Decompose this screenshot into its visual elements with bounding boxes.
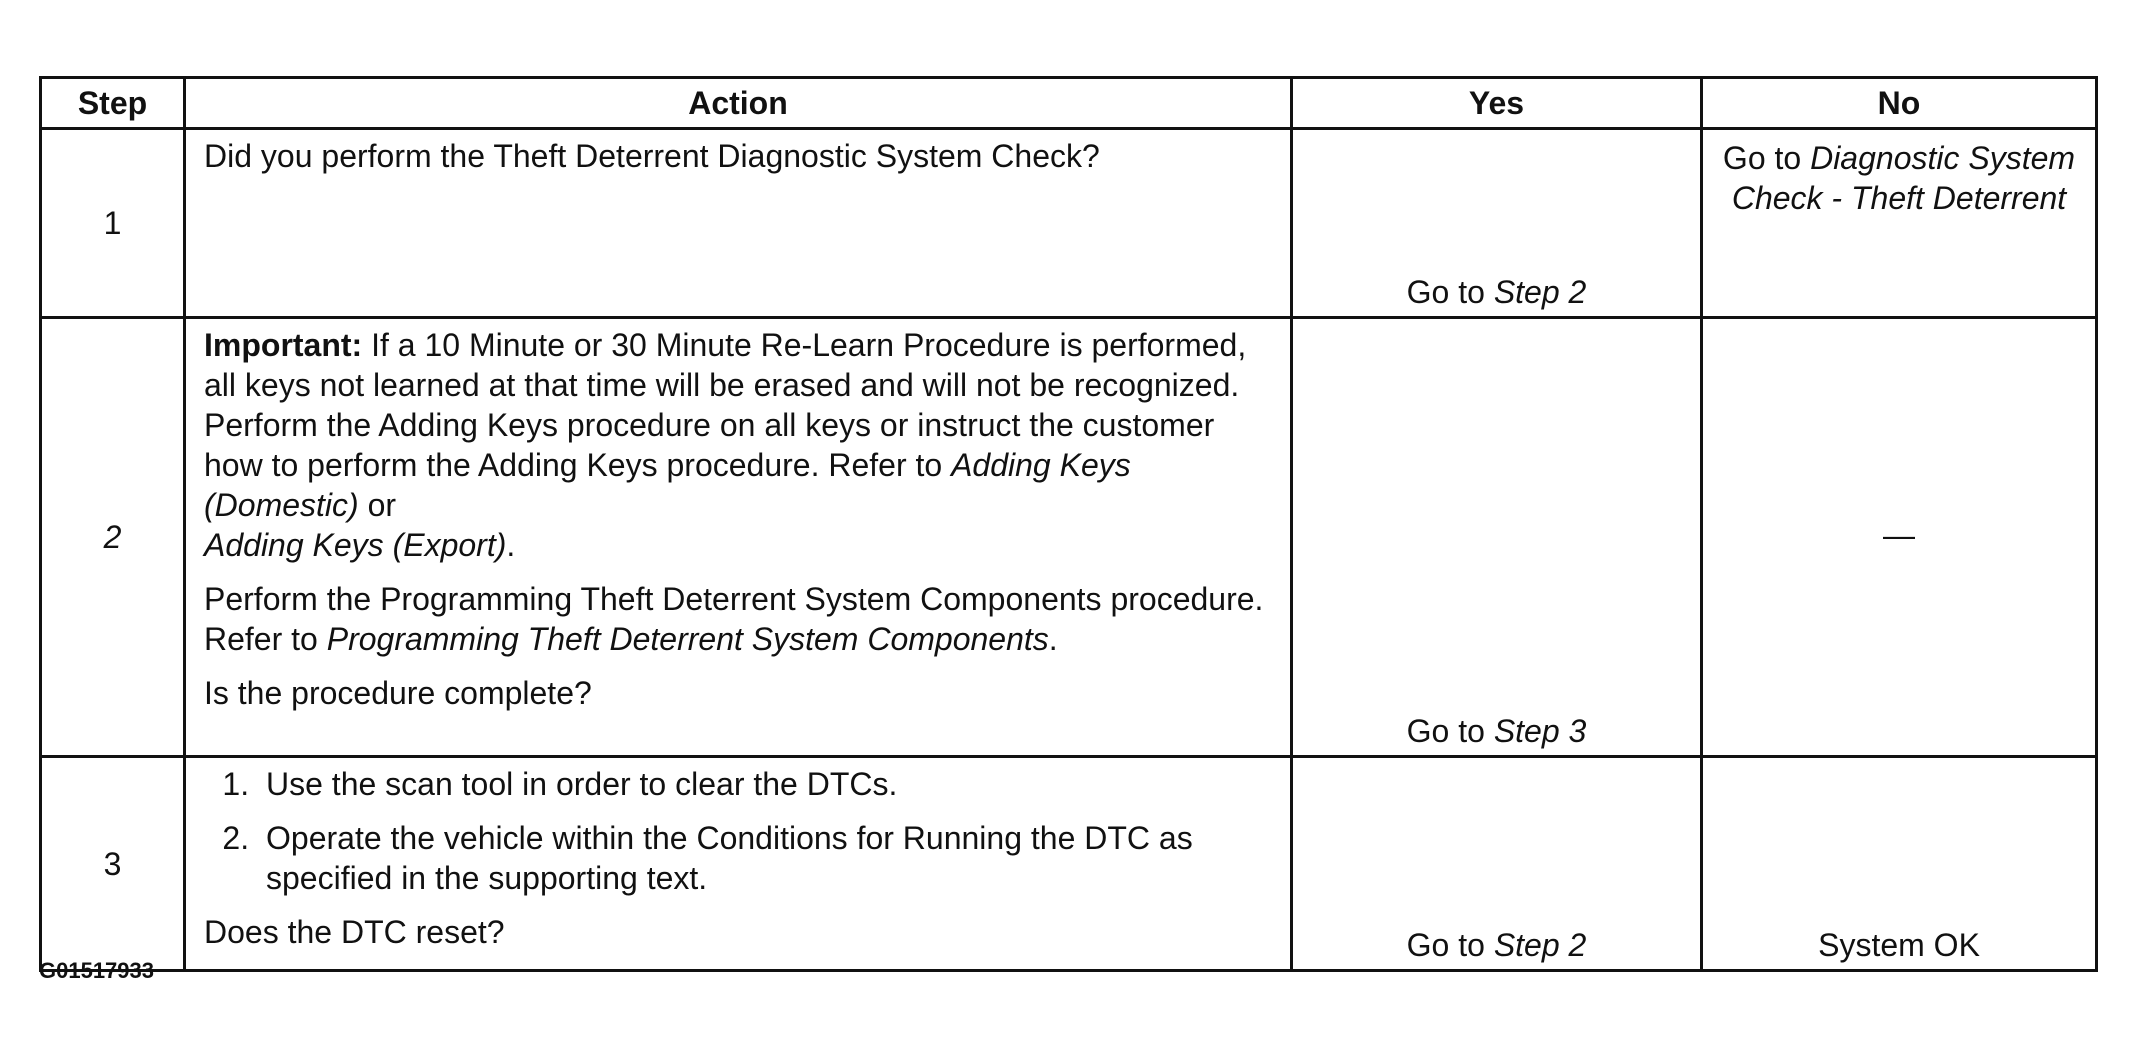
header-row: [41, 78, 2097, 129]
yes-cell: [1292, 129, 1702, 318]
yes-cell: [1292, 318, 1702, 757]
question-text: Is the procedure complete?: [204, 675, 592, 711]
no-cell: [1702, 129, 2097, 318]
question-text: Does the DTC reset?: [204, 914, 505, 950]
list-item: 1. Use the scan tool in order to clear the DTCs.: [258, 764, 1272, 804]
important-note: [204, 325, 1272, 565]
yes-prefix: Go to: [1406, 713, 1494, 749]
steps-list: [204, 764, 1272, 898]
punctuation: .: [1048, 621, 1058, 657]
step-link[interactable]: Step 2: [1493, 274, 1587, 310]
no-cell: [1702, 318, 2097, 757]
important-text: If a 10 Minute or 30 Minute Re-Learn Procedure is performed, all keys not learned at that time will be erased and will not be recognized. Perform the Adding Keys procedure on all keys or instruct the customer how to perform the Adding Keys procedure. Refer to: [204, 327, 1247, 483]
instruction-text: [204, 579, 1272, 659]
header-step: Step: [41, 78, 185, 129]
header-no: No: [1702, 78, 2097, 129]
list-item: 2. Operate the vehicle within the Conditions for Running the DTC as specified in the supporting text.: [258, 818, 1272, 898]
yes-prefix: Go to: [1406, 927, 1494, 963]
or-text: or: [358, 487, 397, 523]
procedure-link[interactable]: Adding Keys (Export): [204, 527, 507, 563]
step-link[interactable]: Step 3: [1493, 713, 1587, 749]
step-number: 3: [41, 757, 185, 971]
action-cell: [185, 757, 1292, 971]
procedure-link[interactable]: Diagnostic System Check - Theft Deterrent: [1731, 140, 2076, 216]
yes-prefix: Go to: [1406, 274, 1494, 310]
action-cell: [185, 318, 1292, 757]
table-row: [41, 129, 2097, 318]
programming-text: Perform the Programming Theft Deterrent System Components procedure. Refer to: [204, 581, 1264, 657]
table-row: [41, 318, 2097, 757]
dash-mark: —: [1883, 517, 1915, 553]
action-cell: [185, 129, 1292, 318]
punctuation: .: [506, 527, 516, 563]
important-label: Important:: [204, 327, 363, 363]
no-prefix: Go to: [1722, 140, 1811, 176]
procedure-link[interactable]: Adding Keys (Domestic): [204, 447, 1131, 523]
question-text: Did you perform the Theft Deterrent Diagnostic System Check?: [204, 138, 1100, 174]
step-link[interactable]: Step 2: [1493, 927, 1587, 963]
diagnostic-table: [39, 76, 2098, 972]
header-action: Action: [185, 78, 1292, 129]
table-row: [41, 757, 2097, 971]
step-number: 2: [41, 318, 185, 757]
no-cell: System OK: [1702, 757, 2097, 971]
yes-cell: [1292, 757, 1702, 971]
step-number: 1: [41, 129, 185, 318]
figure-id: G01517933: [39, 958, 154, 983]
header-yes: Yes: [1292, 78, 1702, 129]
procedure-link[interactable]: Programming Theft Deterrent System Components: [326, 621, 1049, 657]
